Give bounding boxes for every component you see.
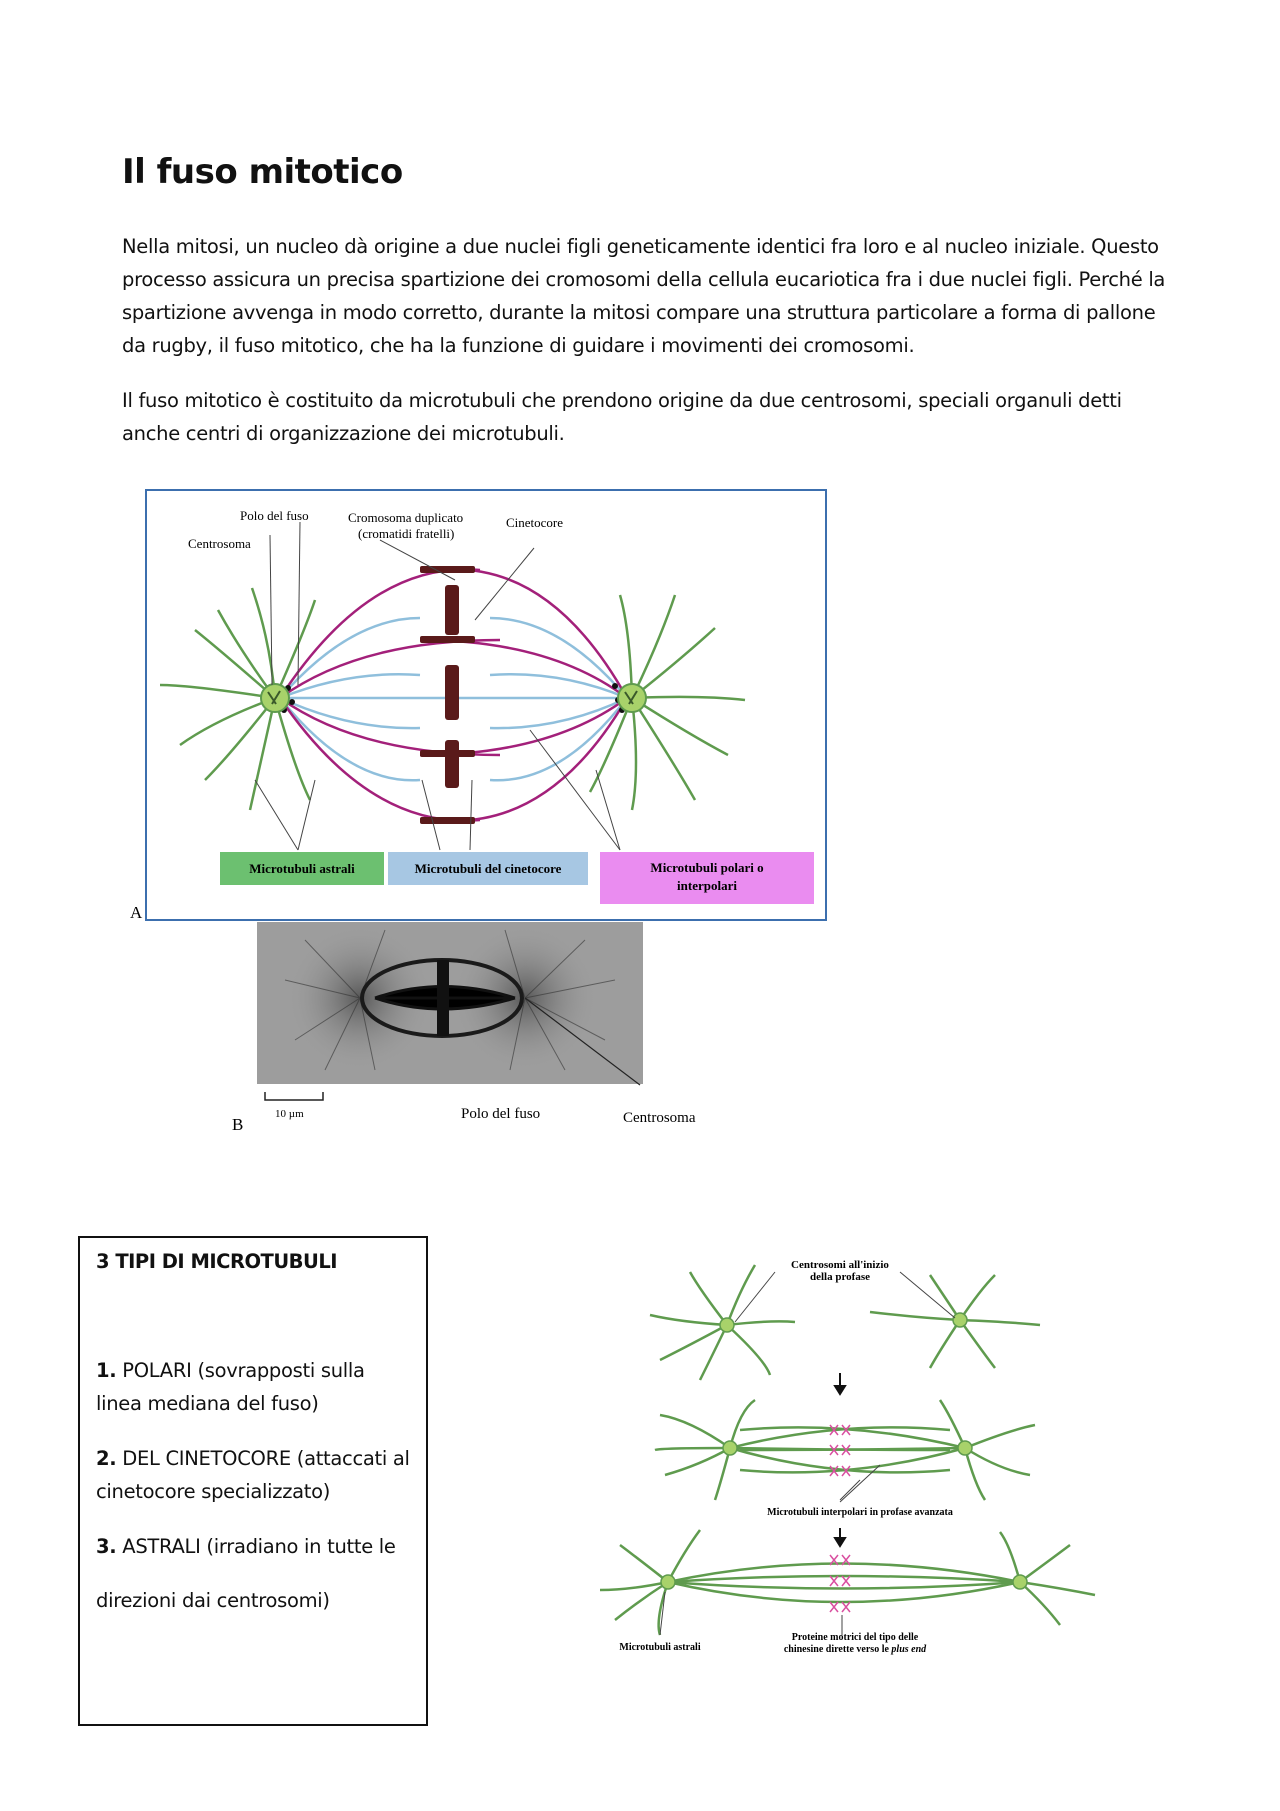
page-title: Il fuso mitotico — [122, 152, 403, 192]
label-cromosoma-line1: Cromosoma duplicato — [348, 510, 464, 525]
list-item: 1. POLARI (sovrapposti sulla linea mediana del fuso) — [96, 1359, 365, 1415]
paragraph-spindle-composition: Il fuso mitotico è costituito da microtubuli che prendono origine da due centrosomi, speciali organuli detti anche centri di organizzazione dei microtubuli. — [122, 389, 1122, 445]
label-interpolari: Microtubuli interpolari in profase avanzata — [767, 1507, 953, 1518]
centrosome-left — [261, 684, 289, 712]
centrosome-right — [618, 684, 646, 712]
figure-b-micrograph — [225, 920, 745, 1130]
motor-proteins — [830, 1425, 850, 1612]
legend-label-polari-line1: Microtubuli polari o — [650, 860, 764, 875]
panel-letter-b: B — [232, 1115, 244, 1130]
label-proteine-line1: Proteine motrici del tipo delle — [791, 1632, 919, 1643]
label-centrosoma: Centrosoma — [188, 536, 251, 551]
paragraph-intro: Nella mitosi, un nucleo dà origine a due nuclei figli geneticamente identici fra loro e al nucleo iniziale. Questo processo assicura un precisa spartizione dei cromosomi della cellula eucariotica fra i due nuclei figli. Perché la spartizione avvenga in modo corretto, durante la mitosi compare una struttura particolare a forma di pallone da rugby, il fuso mitotico, che ha la funzione di guidare i movimenti dei cromosomi. — [122, 235, 1166, 357]
label-centrosoma-b: Centrosoma — [623, 1110, 696, 1126]
micrograph-chromosome-plate — [437, 960, 449, 1036]
label-cromosoma-line2: (cromatidi fratelli) — [358, 526, 455, 541]
scale-bar — [265, 1092, 323, 1100]
legend-label-astrali: Microtubuli astrali — [249, 861, 355, 876]
box-title: 3 TIPI DI MICROTUBULI — [96, 1250, 338, 1273]
figure-a-spindle-diagram — [120, 480, 840, 930]
label-centrosomi-line1: Centrosomi all'inizio — [791, 1259, 889, 1271]
list-item: direzioni dai centrosomi) — [96, 1589, 330, 1612]
figure-c-prophase-diagram — [590, 1250, 1110, 1660]
list-item: 2. DEL CINETOCORE (attaccati al cinetocore specializzato) — [96, 1447, 410, 1503]
label-astrali: Microtubuli astrali — [619, 1642, 701, 1653]
down-arrows — [835, 1373, 845, 1546]
label-centrosomi-line2: della profase — [810, 1271, 870, 1283]
centrosome-dots — [661, 1313, 1027, 1589]
label-cinetocore: Cinetocore — [506, 515, 564, 530]
label-polo-del-fuso: Polo del fuso — [240, 508, 309, 523]
chromosomes — [445, 585, 459, 788]
label-polo-del-fuso-b: Polo del fuso — [461, 1106, 541, 1122]
microtubule-types-box — [78, 1236, 428, 1726]
scale-bar-label: 10 µm — [275, 1108, 304, 1120]
label-proteine-line2: chinesine dirette verso le plus end — [783, 1644, 927, 1655]
legend-label-cinetocore: Microtubuli del cinetocore — [414, 861, 562, 876]
panel-letter-a: A — [130, 903, 143, 922]
list-item: 3. ASTRALI (irradiano in tutte le — [96, 1535, 396, 1558]
stage-2-interpolar — [655, 1400, 1035, 1500]
legend-label-polari-line2: interpolari — [677, 878, 737, 893]
